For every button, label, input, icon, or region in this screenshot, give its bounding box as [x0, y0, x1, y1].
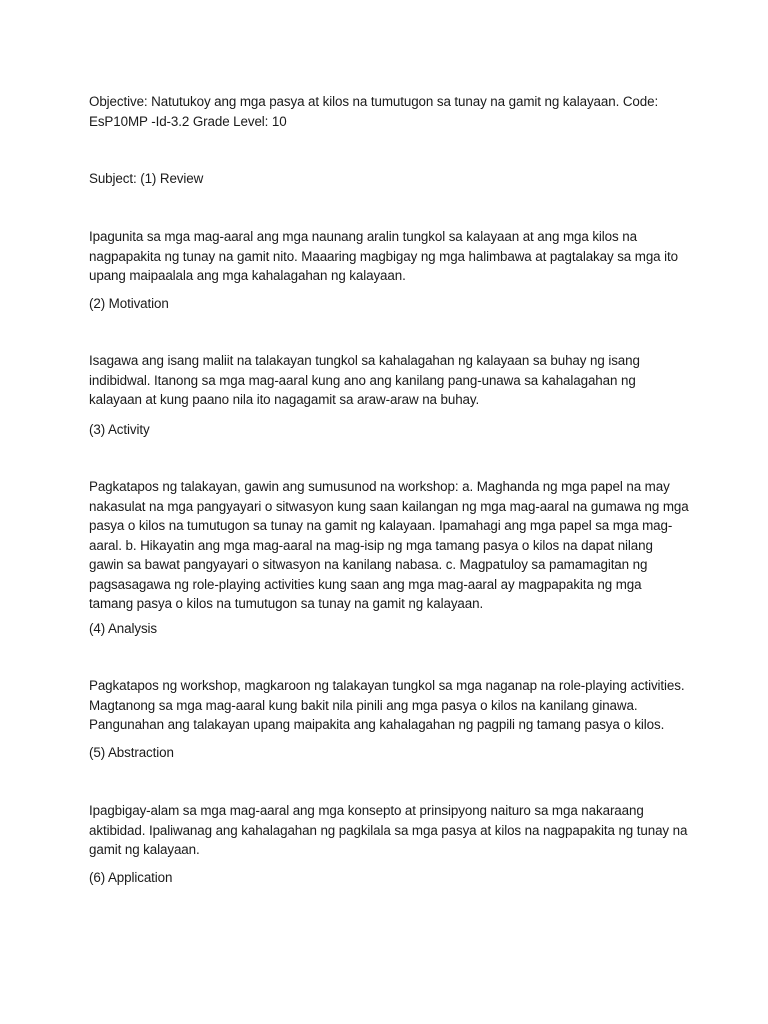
activity-heading: (3) Activity — [89, 422, 150, 437]
review-body: Ipagunita sa mga mag-aaral ang mga naunang aralin tungkol sa kalayaan at ang mga kilos na nagpapakita ng tunay na gamit nito. Maaaring magbigay ng mga halimbawa at pagtalakay sa mga ito upang maipaalala ang mga kahalagahan ng kalayaan. — [89, 229, 678, 283]
application-heading: (6) Application — [89, 870, 173, 885]
analysis-heading: (4) Analysis — [89, 621, 158, 636]
abstraction-heading: (5) Abstraction — [89, 745, 174, 760]
motivation-heading: (2) Motivation — [89, 296, 169, 311]
objective-text: Objective: Natutukoy ang mga pasya at kilos na tumutugon sa tunay na gamit ng kalayaan. Code: EsP10MP -Id-3.2 Grade Level: 10 — [89, 94, 659, 129]
subject-heading: Subject: (1) Review — [89, 171, 204, 186]
motivation-body: Isagawa ang isang maliit na talakayan tungkol sa kahalagahan ng kalayaan sa buhay ng isang indibidwal. Itanong sa mga mag-aaral kung ano ang kanilang pang-unawa sa kahalagahan ng kalayaan at kung paano nila ito nagagamit sa araw-araw na buhay. — [89, 353, 640, 407]
abstraction-body: Ipagbigay-alam sa mga mag-aaral ang mga konsepto at prinsipyong naituro sa mga nakaraang aktibidad. Ipaliwanag ang kahalagahan ng pagkilala sa mga pasya at kilos na nagpapakita ng tunay na gamit ng kalayaan. — [89, 803, 688, 857]
analysis-body: Pagkatapos ng workshop, magkaroon ng talakayan tungkol sa mga naganap na role-playing activities. Magtanong sa mga mag-aaral kung bakit nila pinili ang mga pasya o kilos na kanilang ginawa. Pangunahan ang talakayan upang maipakita ang kahalagahan ng pagpili ng tamang pasya o kilos. — [89, 678, 685, 732]
activity-body: Pagkatapos ng talakayan, gawin ang sumusunod na workshop: a. Maghanda ng mga papel na may nakasulat na mga pangyayari o sitwasyon kung saan kailangan ng mga mag-aaral na gumawa ng mga pasya o kilos na tumutugon sa tunay na gamit ng kalayaan. Ipamahagi ang mga papel sa mga mag-aaral. b. Hikayatin ang mga mag-aaral na mag-isip ng mga tamang pasya o kilos na dapat nilang gawin sa bawat pangyayari o sitwasyon na kanilang nabasa. c. Magpatuloy sa pamamagitan ng pagsasagawa ng role-playing activities kung saan ang mga mag-aaral ay magpapakita ng mga tamang pasya o kilos na tumutugon sa tunay na gamit ng kalayaan. — [89, 479, 689, 611]
